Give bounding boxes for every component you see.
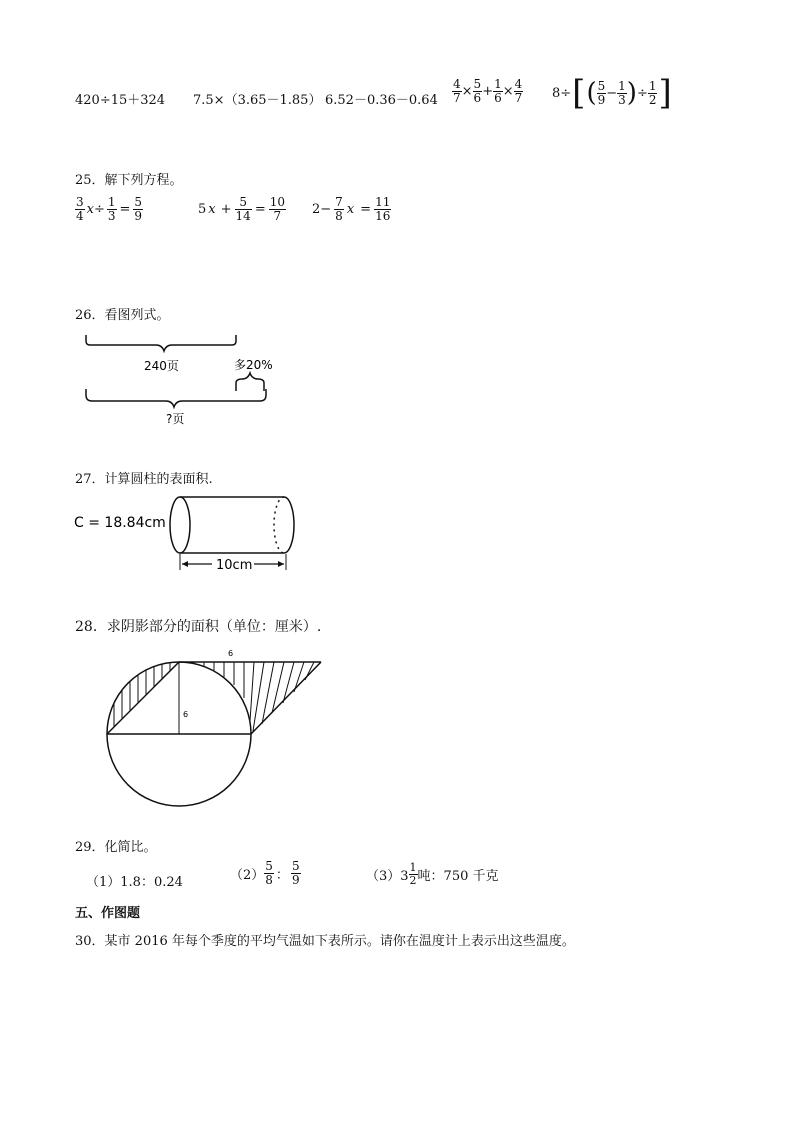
q26-title: 26．看图列式。 <box>75 308 170 323</box>
circumference-label: C = 18.84cm <box>74 515 166 531</box>
part-label: （3）3 <box>366 868 409 884</box>
fraction: $\frac{10}{7}$ <box>269 195 285 223</box>
operator: = <box>360 201 372 217</box>
section-5-title: 五、作图题 <box>75 906 141 921</box>
fraction: $\frac{3}{4}$ <box>76 195 84 223</box>
operator: 8÷ <box>552 85 572 101</box>
q24-expr-3: 6.52－0.36－0.64 <box>325 93 438 108</box>
label-240: 240页 <box>144 359 179 373</box>
fraction: $\frac{5}{6}$ <box>473 77 482 105</box>
fraction: $\frac{1}{3}$ <box>618 78 626 107</box>
brace-top <box>86 335 236 351</box>
operator: = <box>254 201 266 217</box>
ratio-sign: ： <box>275 867 289 883</box>
variable: x÷ <box>86 201 105 217</box>
label-unknown: ?页 <box>166 412 185 426</box>
fraction: $\frac{11}{16}$ <box>375 195 391 223</box>
fraction: $\frac{1}{2}$ <box>409 861 417 887</box>
operator: = <box>119 201 131 217</box>
q24-expr-4 <box>452 78 523 104</box>
variable: x <box>346 201 355 217</box>
q29-part-2 <box>230 860 301 886</box>
q27-title: 27．计算圆柱的表面积. <box>75 472 213 487</box>
q25-equation-1 <box>75 196 143 222</box>
q25-equation-2 <box>198 196 286 222</box>
fraction: $\frac{7}{8}$ <box>335 195 343 223</box>
right-bracket: ] <box>658 73 672 113</box>
q24-expr-5 <box>552 73 673 113</box>
part-label: （2） <box>230 867 265 883</box>
variable: x <box>208 201 216 217</box>
q27-cylinder-diagram <box>72 490 312 580</box>
right-shaded-hatch <box>194 662 314 731</box>
fraction: $\frac{4}{7}$ <box>514 77 523 105</box>
ratio-rest: 吨：750 千克 <box>417 868 499 884</box>
coefficient: 5 <box>198 201 207 217</box>
q29-part-1: （1）1.8：0.24 <box>86 875 183 890</box>
operator: − <box>606 85 618 101</box>
operator: × <box>461 83 473 99</box>
q30-text: 30．某市 2016 年每个季度的平均气温如下表所示。请你在温度计上表示出这些温度。 <box>75 934 575 949</box>
q28-title: 28．求阴影部分的面积（单位：厘米）. <box>75 619 322 635</box>
q24-expr-1: 420÷15＋324 <box>75 93 166 108</box>
left-bracket: [ <box>572 73 586 113</box>
parallelogram-right-side <box>251 662 321 734</box>
length-label: 10cm <box>216 558 253 573</box>
arrow-left <box>182 561 188 567</box>
cylinder-hidden-edge <box>274 497 284 553</box>
q29-part-3 <box>366 862 499 886</box>
arrow-right <box>278 561 284 567</box>
q29-title: 29．化简比。 <box>75 840 157 855</box>
height-label: 6 <box>183 710 189 719</box>
right-paren: ) <box>626 78 637 108</box>
top-length-label: 6 <box>228 649 234 658</box>
left-shaded-hatch <box>114 645 170 734</box>
fraction: $\frac{5}{9}$ <box>134 195 143 223</box>
fraction: $\frac{1}{2}$ <box>648 78 657 107</box>
operator: ÷ <box>636 85 648 101</box>
fraction: $\frac{5}{9}$ <box>597 78 606 107</box>
q26-bar-diagram <box>70 325 290 435</box>
label-more-20: 多20% <box>234 358 273 372</box>
cylinder-right-face <box>284 497 294 553</box>
operator: × <box>502 83 514 99</box>
q28-shaded-figure <box>100 645 330 820</box>
fraction: $\frac{5}{14}$ <box>235 195 251 223</box>
left-paren: ( <box>586 78 597 108</box>
fraction: $\frac{4}{7}$ <box>453 77 461 105</box>
operator: + <box>220 201 232 217</box>
parallelogram-left-side <box>107 662 179 734</box>
operator: 2− <box>312 201 332 217</box>
q25-title: 25．解下列方程。 <box>75 173 183 188</box>
q25-equation-3 <box>312 196 391 222</box>
fraction: $\frac{1}{3}$ <box>107 195 116 223</box>
fraction: $\frac{1}{6}$ <box>494 77 502 105</box>
operator: + <box>482 83 494 99</box>
fraction: $\frac{5}{9}$ <box>291 859 300 887</box>
brace-bottom <box>86 389 266 407</box>
fraction: $\frac{5}{8}$ <box>265 859 273 887</box>
q24-expr-2: 7.5×（3.65－1.85） <box>193 93 322 108</box>
cylinder-left-face <box>170 497 190 553</box>
brace-more <box>236 373 264 391</box>
